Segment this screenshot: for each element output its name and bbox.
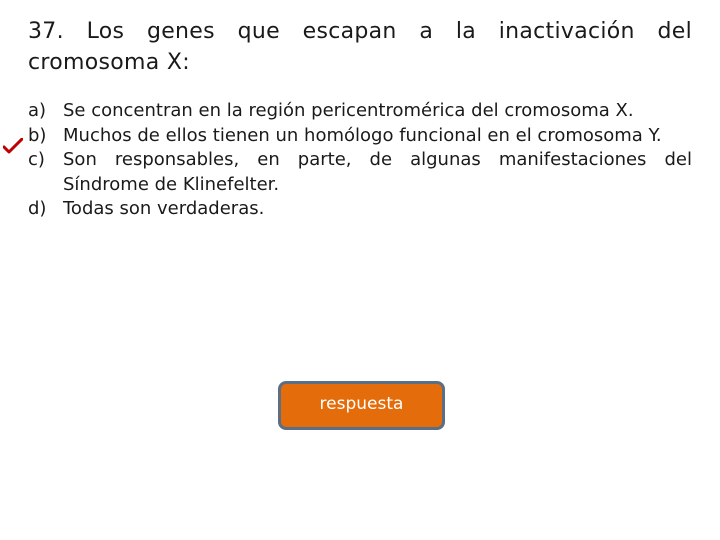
option-letter: d) (28, 198, 47, 219)
option-d (28, 197, 692, 222)
option-a (28, 99, 692, 124)
check-mark-icon (3, 138, 23, 154)
option-b (28, 124, 692, 149)
option-text: Todas son verdaderas. (63, 198, 265, 219)
option-letter: a) (28, 100, 47, 121)
option-text: Son responsables, en parte, de algunas manifestaciones del Síndrome de Klinefelter. (63, 149, 692, 195)
option-letter: b) (28, 124, 47, 146)
option-c (28, 148, 692, 197)
answer-button[interactable]: respuesta (278, 381, 445, 430)
answer-options-list (28, 99, 692, 222)
question-text: 37. Los genes que escapan a la inactivación del cromosoma X: (28, 19, 692, 75)
option-text: Se concentran en la región pericentromérica del cromosoma X. (63, 100, 634, 121)
option-text: Muchos de ellos tienen un homólogo funcional en el cromosoma Y. (63, 124, 662, 146)
option-letter: c) (28, 149, 45, 170)
